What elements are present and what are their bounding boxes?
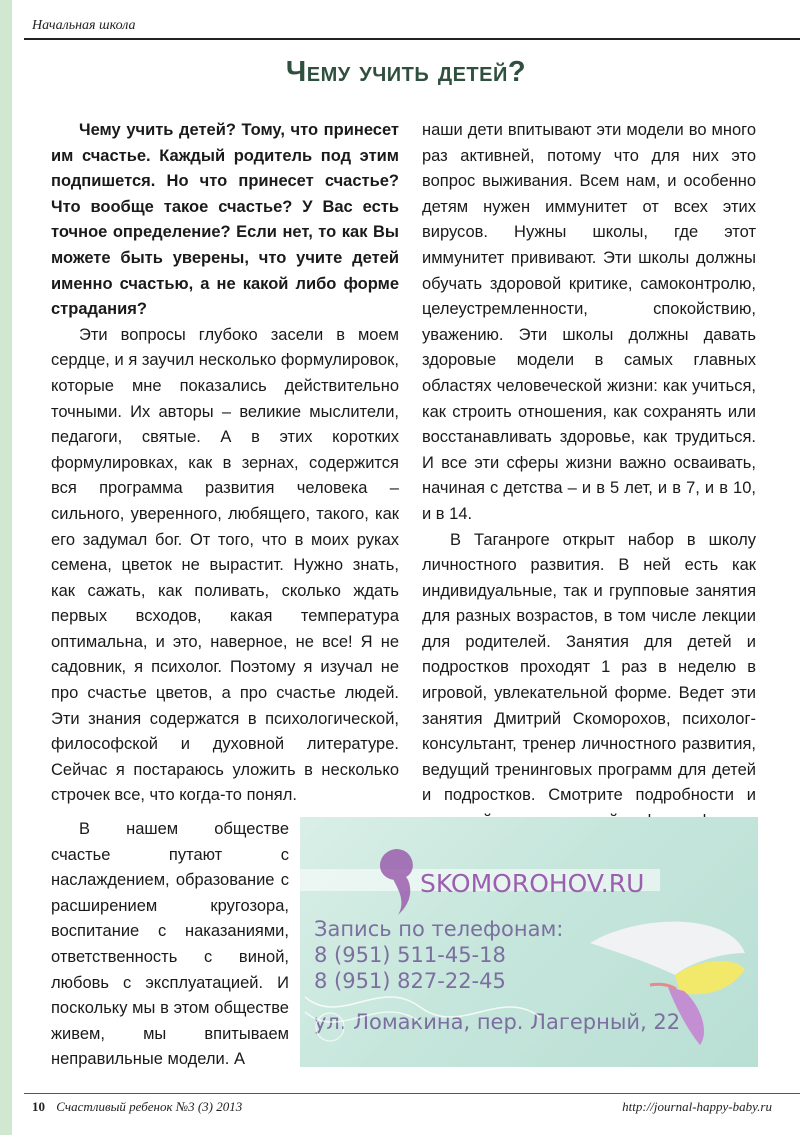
footer-left [32,1099,242,1115]
ad-address: ул. Ломакина, пер. Лагерный, 22 [314,1010,681,1034]
butterfly-icon [580,913,750,1053]
swirl-logo-icon [366,841,426,921]
body-paragraph: Эти вопросы глубоко засели в моем сердце, и я заучил несколько формулировок, которые мне показались действительно точными. Их авторы – великие мыслители, педагоги, святые. А в этих коротких формулировках, как в зернах, содержится вся программа развития человека – сильного, уверенного, любящего, такого, как его задумал бог. От того, что в моих руках семена, цветок не вырастит. Нужно знать, как сажать, как поливать, сколько ждать первых всходов, какая температура оптимальна, и это, наверное, не все! Я не садовник, я психолог. Поэтому я изучал не про счастье цветов, а про счастье людей. Эти знания содержатся в психологической, философской и духовной литературе. Сейчас я постараюсь уложить в несколько строчек все, что когда-то понял. [51,325,399,805]
ad-logo: SKOMOROHOV.RU [420,869,645,898]
header-rule [24,38,800,40]
body-paragraph: В Таганроге открыт набор в школу личностного развития. В ней есть как индивидуальные, так и групповые занятия для разных возрастов, в том числе лекции для родителей. Занятия для детей и подростков проходят 1 раз в неделю в игровой, увлекательной форме. Ведет эти занятия Дмитрий Скоморохов, психолог-консультант, тренер личностного развития, ведущий тренинговых программ для детей и подростков. Смотрите подробности и [422,530,756,805]
advertisement[interactable] [300,817,758,1067]
doodle-lines-icon [300,967,600,1067]
magazine-issue: Счастливый ребенок №3 (3) 2013 [56,1099,243,1114]
article-title: Чему учить детей? [285,56,527,88]
magazine-page [12,0,800,1135]
lead-paragraph: Чему учить детей? Тому, что принесет им счастье. Каждый родитель под этим подпишется. Но что принесет счастье? Что вообще такое счастье? У Вас есть точное определение? Если нет, то как Вы можете быть уверены, что учите детей именно счастью, а не какой либо форме страдания? [51,121,399,319]
left-column-bottom [51,817,289,1073]
phone-number-2[interactable]: 8 (951) 827-22-45 [314,969,506,993]
body-paragraph: В нашем обществе счастье путают с наслаждением, образование с расширением кругозора, воспитание с наказаниями, ответственность с виной, любовь с эксплуатацией. И поскольку мы в этом обществе живем, мы впитываем неправильные модели. А [51,820,289,1069]
phone-label: Запись по телефонам: [314,917,564,941]
footer-url[interactable]: http://journal-happy-baby.ru [622,1099,772,1114]
footer-rule [24,1093,800,1094]
phone-number-1[interactable]: 8 (951) 511-45-18 [314,943,506,967]
left-column [51,118,399,809]
page-number: 10 [32,1099,45,1114]
body-paragraph: наши дети впитывают эти модели во много раз активней, потому что для них это вопрос выживания. Всем нам, и особенно детям нужен иммунитет от всех этих вирусов. Нужны школы, где этот иммунитет прививают. Эти школы должны обучать здоровой критике, самоконтролю, целеустремленности, спокойствию, уважению. Эти школы должны давать здоровые модели в самых главных областях человеческой жизни: как учиться, как строить отношения, как сохранять или восстанавливать здоровье, как трудиться. И все эти сферы жизни важно осваивать, начиная с детства – и в 5 лет, и в 7, и в 10, и в 14. [422,121,756,523]
right-column [422,118,756,835]
section-label: Начальная школа [32,18,136,33]
